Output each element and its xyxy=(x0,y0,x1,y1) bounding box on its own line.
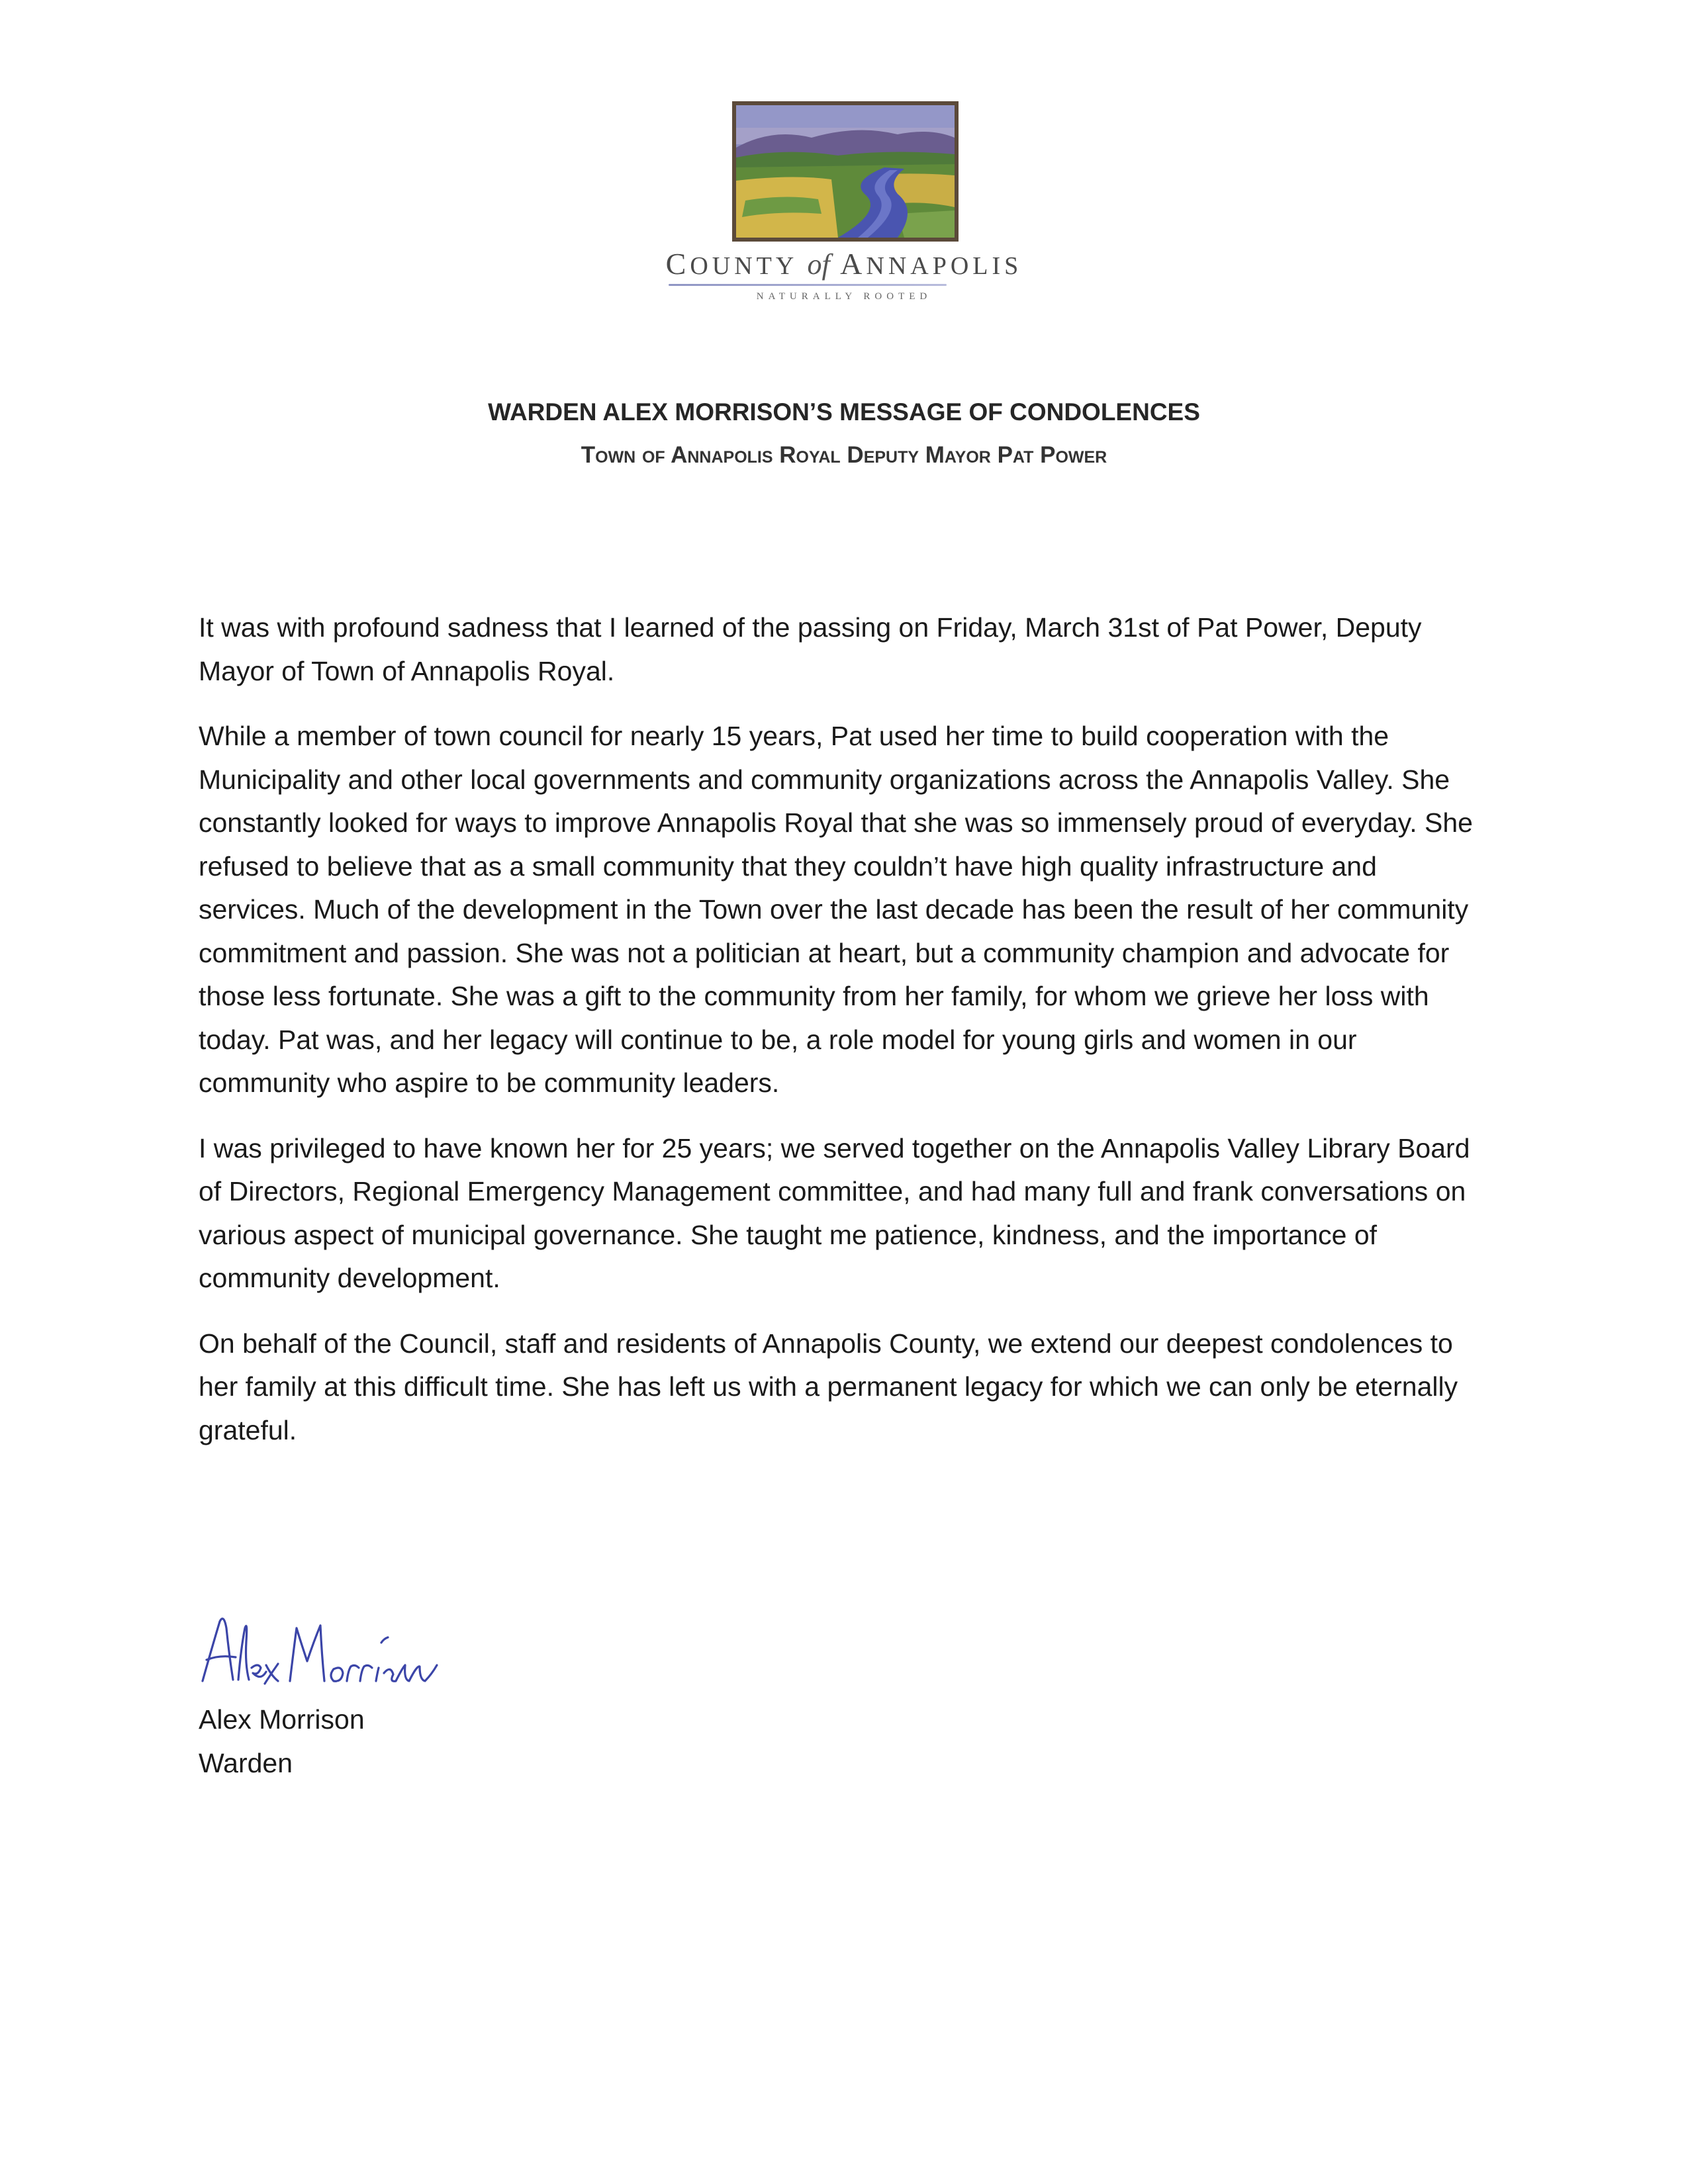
paragraph-3: I was privileged to have known her for 25 years; we served together on the Annapolis Valley Library Board of Directors, Regional Emergency Management committee, and had many full and frank conversations on various aspect of municipal governance. She taught me patience, kindness, and the importance of community development. xyxy=(199,1132,1470,1293)
org-rule-divider xyxy=(669,284,947,286)
signature-icon xyxy=(197,1602,449,1694)
org-tagline: NATURALLY ROOTED xyxy=(756,291,932,302)
landscape-river-icon xyxy=(732,101,959,242)
handwritten-signature xyxy=(197,1602,449,1694)
signatory-name: Alex Morrison xyxy=(199,1704,365,1735)
paragraph-2: While a member of town council for nearly 15 years, Pat used her time to build cooperation with the Municipality and other local governments and community organizations across the Annapolis Valley. She constantly looked for ways to improve Annapolis Royal that she was so immensely proud of everyday. She refused to believe that as a small community that they couldn’t have high quality infrastructure and services. Much of the development in the Town over the last decade has been the result of her community commitment and passion. She was not a politician at heart, but a community champion and advocate for those less fortunate. She was a gift to the community from her family, for whom we grieve her loss with today. Pat was, and her legacy will continue to be, a role model for young girls and women in our community who aspire to be community leaders. xyxy=(199,721,1473,1098)
org-name-of: of xyxy=(807,248,830,281)
paragraph-1: It was with profound sadness that I learned of the passing on Friday, March 31st of Pat Power, Deputy Mayor of Town of Annapolis Royal. xyxy=(199,612,1422,686)
document-title: WARDEN ALEX MORRISON’S MESSAGE OF CONDOLENCES xyxy=(488,398,1200,426)
letter-body xyxy=(199,606,1489,1474)
org-name-county: OUNTY xyxy=(690,252,797,280)
org-name-c: C xyxy=(665,247,690,281)
org-name-a: A xyxy=(840,247,867,281)
document-subtitle: Town of Annapolis Royal Deputy Mayor Pat Power xyxy=(581,442,1107,468)
org-name xyxy=(596,246,1092,281)
county-logo xyxy=(732,101,959,242)
signatory-position: Warden xyxy=(199,1748,293,1778)
org-name-annapolis: NNAPOLIS xyxy=(866,252,1023,280)
paragraph-4: On behalf of the Council, staff and residents of Annapolis County, we extend our deepest condolences to her family at this difficult time. She has left us with a permanent legacy for which we can only be eternally grateful. xyxy=(199,1328,1458,1445)
